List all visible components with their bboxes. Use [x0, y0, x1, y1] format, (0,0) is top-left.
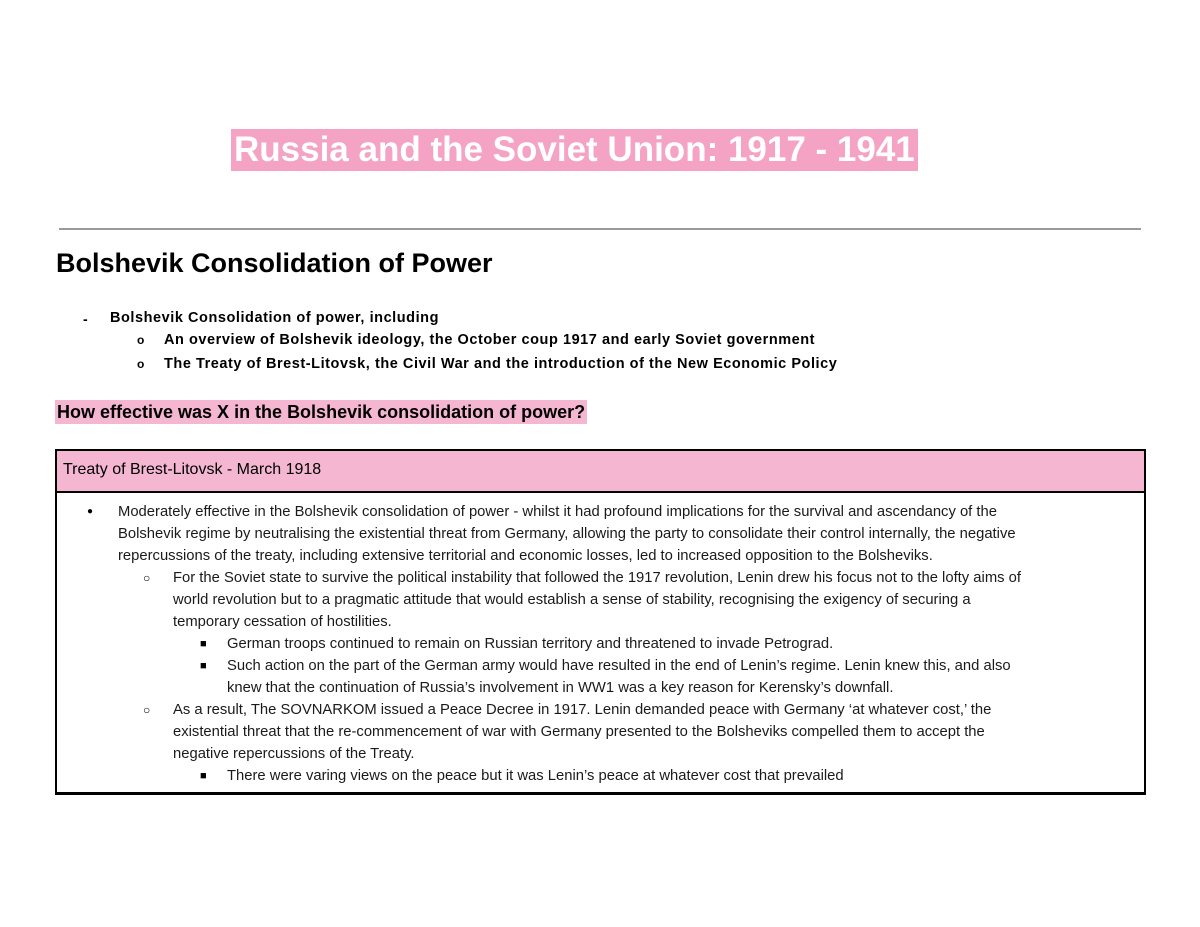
note-line: Such action on the part of the German army would have resulted in the end of Lenin’s regime. Lenin knew this, and also [227, 658, 1011, 674]
outline-item: Bolshevik Consolidation of power, including [110, 310, 439, 326]
note-line: German troops continued to remain on Russian territory and threatened to invade Petrograd. [227, 636, 834, 652]
note-line: temporary cessation of hostilities. [173, 614, 392, 630]
bullet-level2: ○ [143, 703, 151, 717]
bullet-level3: ■ [200, 638, 207, 650]
note-line: For the Soviet state to survive the political instability that followed the 1917 revolution, Lenin drew his focus not to the lofty aims of [173, 570, 1021, 586]
essay-question: How effective was X in the Bolshevik consolidation of power? [57, 402, 586, 422]
outline-item: An overview of Bolshevik ideology, the October coup 1917 and early Soviet government [164, 332, 816, 348]
notes-box [55, 449, 1146, 795]
note-line: negative repercussions of the Treaty. [173, 746, 415, 762]
note-line: As a result, The SOVNARKOM issued a Peace Decree in 1917. Lenin demanded peace with Germany ‘at whatever cost,’ the [173, 702, 992, 718]
section-heading: Bolshevik Consolidation of Power [56, 248, 493, 278]
note-line: knew that the continuation of Russia’s involvement in WW1 was a key reason for Kerensky’s downfall. [227, 680, 894, 696]
outline-item: The Treaty of Brest-Litovsk, the Civil War and the introduction of the New Economic Policy [164, 356, 838, 372]
note-line: world revolution but to a pragmatic attitude that would establish a sense of stability, recognising the exigency of securing a [173, 592, 971, 608]
bullet-level2: ○ [143, 571, 151, 585]
document-title: Russia and the Soviet Union: 1917 - 1941 [231, 129, 918, 171]
bullet-level3: ■ [200, 660, 207, 672]
outline-dash-marker: - [83, 311, 88, 327]
note-line: repercussions of the treaty, including extensive territorial and economic losses, led to increased opposition to the Bolsheviks. [118, 548, 933, 564]
notes-box-header [57, 451, 1144, 493]
notes-box-body [57, 493, 1144, 792]
notes-box-title: Treaty of Brest-Litovsk - March 1918 [63, 461, 322, 478]
note-line: Moderately effective in the Bolshevik consolidation of power - whilst it had profound implications for the survival and ascendancy of the [118, 504, 997, 520]
note-line: There were varing views on the peace but it was Lenin’s peace at whatever cost that prevailed [227, 768, 844, 784]
outline-circle-marker: o [137, 333, 145, 347]
outline-circle-marker: o [137, 357, 145, 371]
note-line: existential threat that the re-commencement of war with Germany presented to the Bolsheviks compelled them to accept the [173, 724, 985, 740]
horizontal-rule [59, 228, 1141, 230]
note-line: Bolshevik regime by neutralising the existential threat from Germany, allowing the party to consolidate their control internally, the negative [118, 526, 1016, 542]
bullet-level1: ● [87, 506, 94, 517]
bullet-level3: ■ [200, 770, 207, 782]
